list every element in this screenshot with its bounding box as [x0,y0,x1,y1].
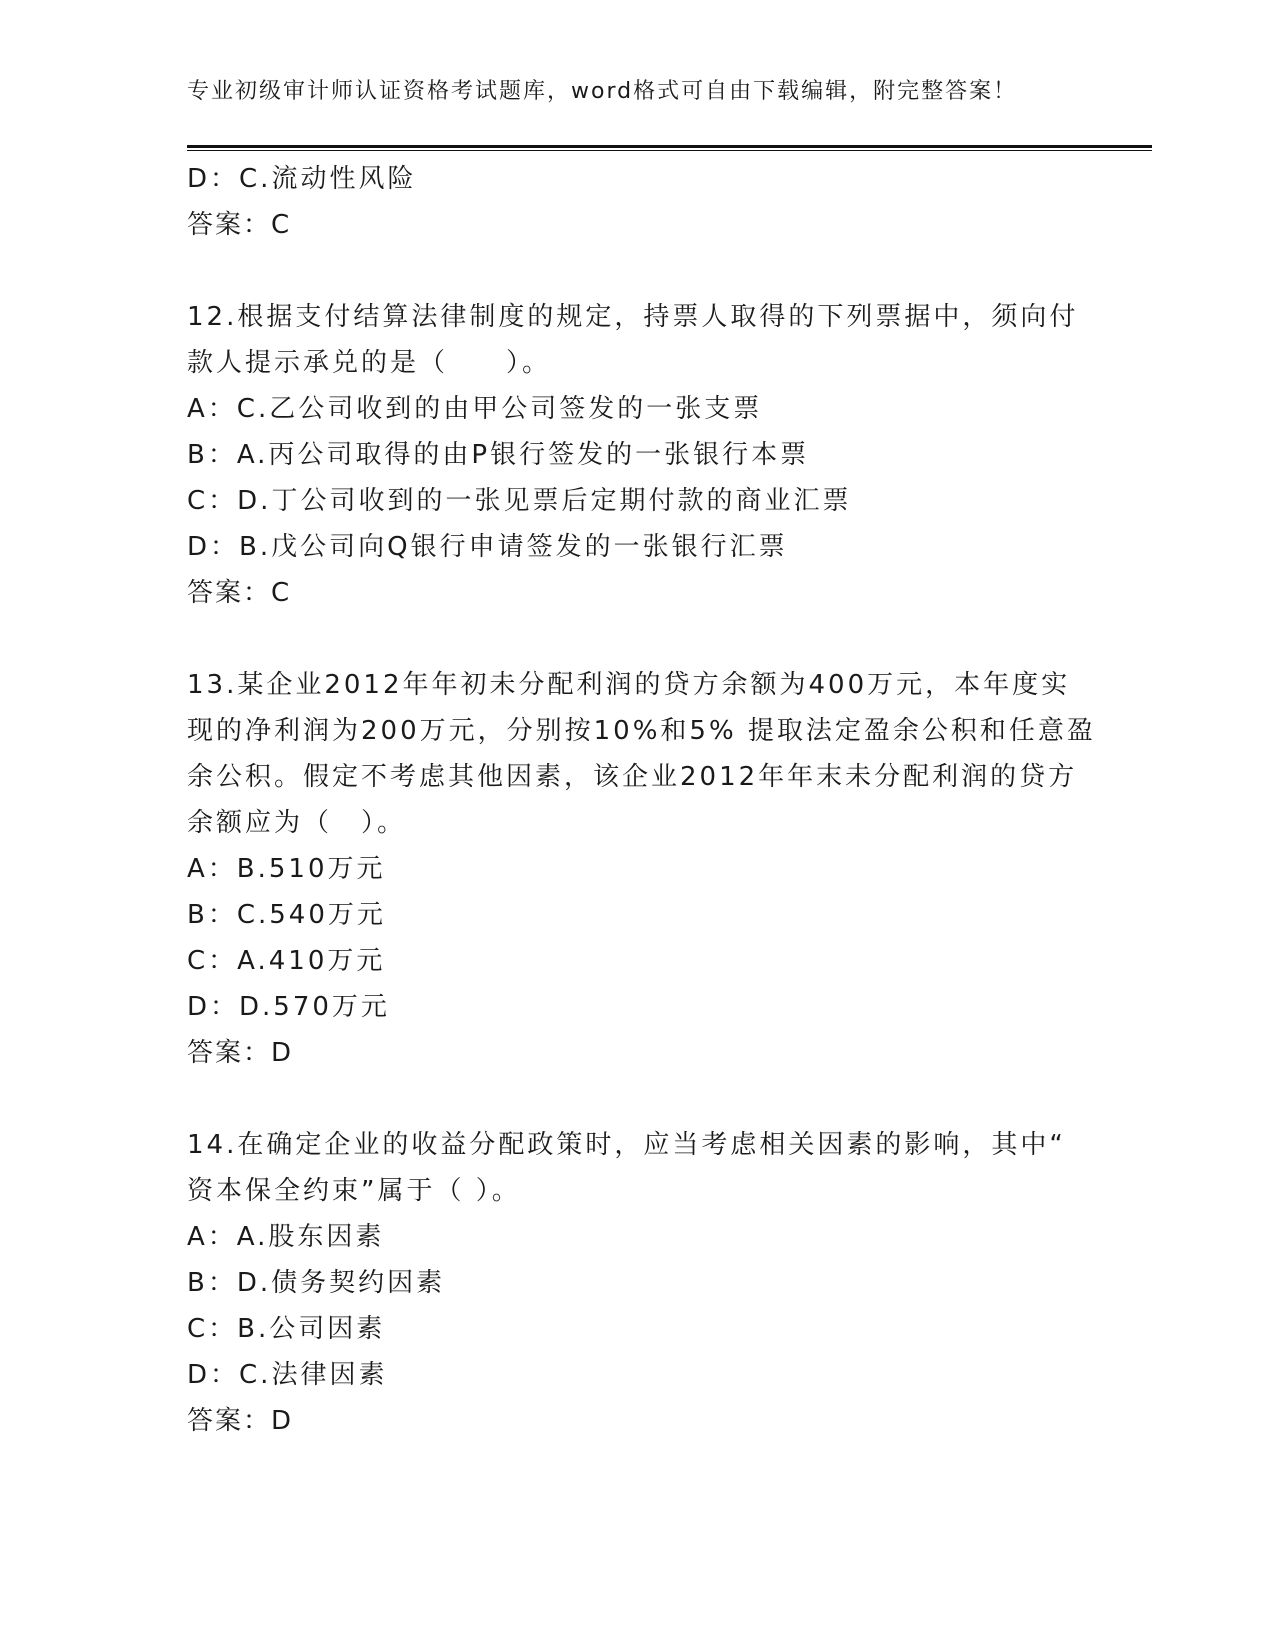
question-stem-line: 12.根据支付结算法律制度的规定，持票人取得的下列票据中，须向付 [187,302,1079,332]
option-d: D：D.570万元 [187,992,390,1022]
spacer [187,616,1087,662]
option-b: B：A.丙公司取得的由P银行签发的一张银行本票 [187,440,810,470]
option-a: A：B.510万元 [187,854,386,884]
header-divider-thin [187,150,1152,151]
option-c: C：D.丁公司收到的一张见票后定期付款的商业汇票 [187,486,852,516]
question-content [187,156,1096,1444]
option-a: A：C.乙公司收到的由甲公司签发的一张支票 [187,394,763,424]
question-stem-line: 现的净利润为200万元，分别按10%和5% 提取法定盈余公积和任意盈 [187,716,1096,746]
option-d: D：C.流动性风险 [187,164,417,194]
question-stem-line: 余额应为（ ）。 [187,808,407,838]
question-stem-line: 资本保全约束”属于（ ）。 [187,1176,521,1206]
option-b: B：D.债务契约因素 [187,1268,446,1298]
answer-line: 答案：C [187,210,292,240]
header-divider [187,145,1152,148]
answer-line: 答案：D [187,1406,294,1436]
option-b: B：C.540万元 [187,900,386,930]
option-c: C：A.410万元 [187,946,386,976]
option-c: C：B.公司因素 [187,1314,386,1344]
option-a: A：A.股东因素 [187,1222,385,1252]
answer-line: 答案：D [187,1038,294,1068]
spacer [187,248,1087,294]
question-stem-line: 款人提示承兑的是（ ）。 [187,348,552,378]
option-d: D：C.法律因素 [187,1360,388,1390]
question-12 [187,294,1087,616]
question-14 [187,1122,1087,1444]
option-d: D：B.戊公司向Q银行申请签发的一张银行汇票 [187,532,788,562]
spacer [187,1076,1087,1122]
page-header: 专业初级审计师认证资格考试题库，word格式可自由下载编辑，附完整答案！ [187,79,1018,104]
question-13 [187,662,1096,1076]
question-stem-line: 14.在确定企业的收益分配政策时，应当考虑相关因素的影响，其中“ [187,1130,1066,1160]
question-stem-line: 13.某企业2012年年初未分配利润的贷方余额为400万元，本年度实 [187,670,1071,700]
answer-line: 答案：C [187,578,292,608]
question-stem-line: 余公积。假定不考虑其他因素，该企业2012年年末未分配利润的贷方 [187,762,1078,792]
